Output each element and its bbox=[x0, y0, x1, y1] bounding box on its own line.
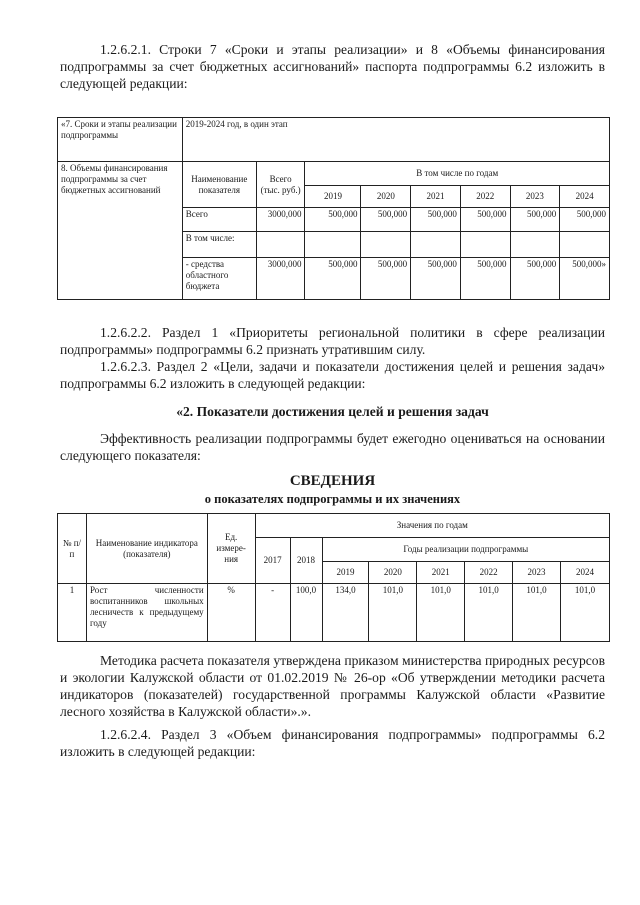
value-cell: 500,000 bbox=[361, 258, 411, 300]
paragraph-1: 1.2.6.2.1. Строки 7 «Сроки и этапы реализации» и 8 «Объемы финансирования подпрограммы за счет бюджетных ассигнований» паспорта подпрограммы 6.2 изложить в следующей редакции: bbox=[60, 42, 605, 91]
header-values: Значения по годам bbox=[255, 514, 609, 538]
year-cell: 2020 bbox=[369, 562, 417, 584]
value-cell: 500,000 bbox=[305, 258, 361, 300]
row7-value: 2019-2024 год, в один этап bbox=[182, 118, 609, 162]
row-2018: 100,0 bbox=[290, 584, 322, 642]
row-unit: % bbox=[207, 584, 255, 642]
year-cell: 2024 bbox=[560, 186, 610, 208]
value-cell: 101,0 bbox=[465, 584, 513, 642]
year-cell: 2021 bbox=[411, 186, 461, 208]
header-2018: 2018 bbox=[290, 538, 322, 584]
header-unit: Ед. измере-ния bbox=[207, 514, 255, 584]
header-implementation: Годы реализации подпрограммы bbox=[322, 538, 609, 562]
header-total: Всего (тыс. руб.) bbox=[256, 162, 305, 208]
row-budget-name: - средства областного бюджета bbox=[182, 258, 256, 300]
paragraph-2: 1.2.6.2.2. Раздел 1 «Приоритеты региональной политики в сфере реализации подпрограммы» подпрограммы 6.2 признать утратившим силу. bbox=[60, 325, 605, 357]
year-cell: 2022 bbox=[465, 562, 513, 584]
paragraph-4: Эффективность реализации подпрограммы будет ежегодно оцениваться на основании следующего показателя: bbox=[60, 431, 605, 463]
paragraph-3: 1.2.6.2.3. Раздел 2 «Цели, задачи и показатели достижения целей и решения задач» подпрограммы 6.2 изложить в следующей редакции: bbox=[60, 359, 605, 391]
header-number: № п/п bbox=[58, 514, 87, 584]
year-cell: 2023 bbox=[510, 186, 560, 208]
header-years: В том числе по годам bbox=[305, 162, 610, 186]
value-cell: 500,000 bbox=[411, 258, 461, 300]
year-cell: 2022 bbox=[460, 186, 510, 208]
value-cell: 134,0 bbox=[322, 584, 369, 642]
row-budget-sum: 3000,000 bbox=[256, 258, 305, 300]
year-cell: 2021 bbox=[417, 562, 465, 584]
value-cell: 500,000 bbox=[305, 208, 361, 232]
row8-label: 8. Объемы финансирования подпрограммы за счет бюджетных ассигнований bbox=[58, 162, 183, 300]
row-2017: - bbox=[255, 584, 290, 642]
indicators-table bbox=[57, 513, 610, 642]
section-heading: «2. Показатели достижения целей и решения задач bbox=[176, 404, 489, 419]
year-cell: 2023 bbox=[513, 562, 561, 584]
value-cell: 101,0 bbox=[369, 584, 417, 642]
value-cell: 500,000 bbox=[560, 208, 610, 232]
value-cell: 500,000 bbox=[460, 258, 510, 300]
header-name: Наименование показателя bbox=[182, 162, 256, 208]
row-total-sum: 3000,000 bbox=[256, 208, 305, 232]
row7-label: «7. Сроки и этапы реализации подпрограммы bbox=[58, 118, 183, 162]
value-cell: 101,0 bbox=[513, 584, 561, 642]
header-2017: 2017 bbox=[255, 538, 290, 584]
value-cell: 500,000» bbox=[560, 258, 610, 300]
row-including-name: В том числе: bbox=[182, 232, 256, 258]
paragraph-5: Методика расчета показателя утверждена приказом министерства природных ресурсов и экологии Калужской области от 01.02.2019 № 26-ор «Об утверждении методики расчета индикаторов (показателей) государственной программы Калужской области «Развитие лесного хозяйства в Калужской области».». bbox=[60, 653, 605, 719]
year-cell: 2019 bbox=[322, 562, 369, 584]
year-cell: 2019 bbox=[305, 186, 361, 208]
value-cell: 500,000 bbox=[411, 208, 461, 232]
row-total-name: Всего bbox=[182, 208, 256, 232]
value-cell: 500,000 bbox=[510, 258, 560, 300]
row-number: 1 bbox=[58, 584, 87, 642]
value-cell: 101,0 bbox=[417, 584, 465, 642]
value-cell: 500,000 bbox=[460, 208, 510, 232]
value-cell: 500,000 bbox=[361, 208, 411, 232]
year-cell: 2020 bbox=[361, 186, 411, 208]
year-cell: 2024 bbox=[561, 562, 610, 584]
value-cell: 500,000 bbox=[510, 208, 560, 232]
row-indicator-name: Рост численности воспитанников школьных лесничеств к предыдущему году bbox=[86, 584, 207, 642]
header-indicator: Наименование индикатора (показателя) bbox=[86, 514, 207, 584]
document-subtitle: о показателях подпрограммы и их значениях bbox=[204, 492, 461, 506]
paragraph-6: 1.2.6.2.4. Раздел 3 «Объем финансирования подпрограммы» подпрограммы 6.2 изложить в следующей редакции: bbox=[60, 727, 605, 759]
value-cell: 101,0 bbox=[561, 584, 610, 642]
financing-table bbox=[57, 117, 610, 300]
document-title: СВЕДЕНИЯ bbox=[289, 473, 376, 489]
